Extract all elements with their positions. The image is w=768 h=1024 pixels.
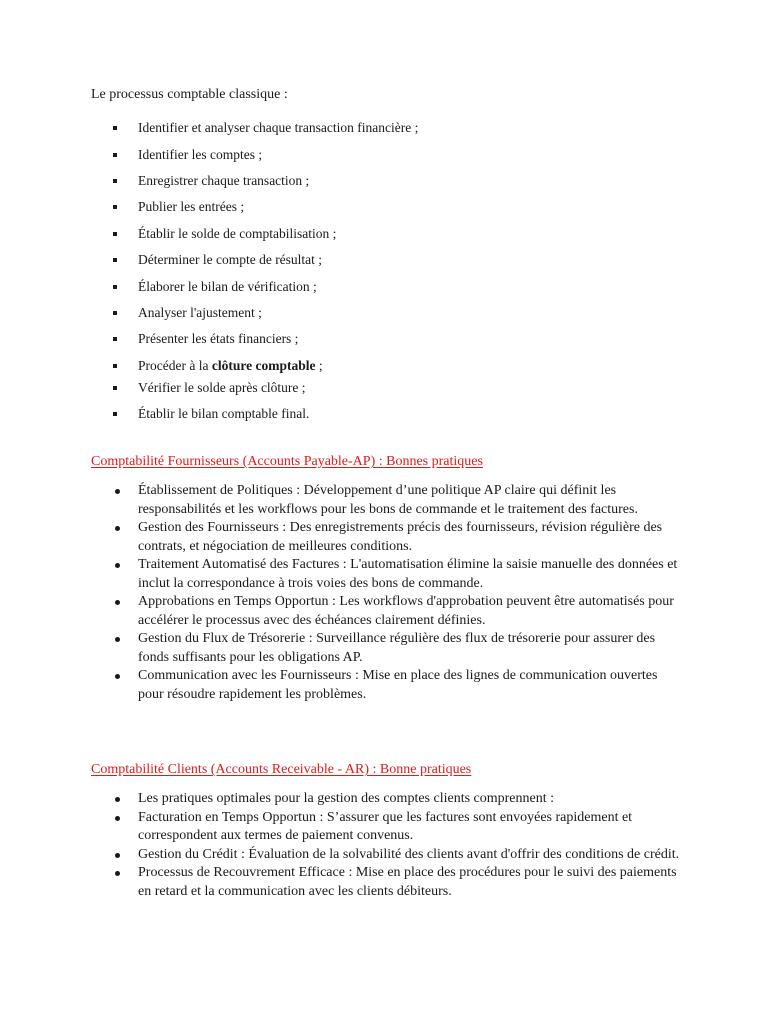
list-item <box>113 630 683 667</box>
list-item-text: Identifier les comptes ; <box>138 147 263 162</box>
list-item-text: Établissement de Politiques : Développement d’une politique AP claire qui définit les responsabilités et les workflows pour les bons de commande et le traitement des factures. <box>138 483 638 517</box>
square-bullet-icon <box>113 386 117 390</box>
list-item <box>113 519 683 556</box>
round-bullet-icon <box>115 816 120 821</box>
list-item <box>113 846 683 865</box>
round-bullet-icon <box>115 489 120 494</box>
list-item-text <box>138 357 323 375</box>
list-item-text: Gestion du Flux de Trésorerie : Surveillance régulière des flux de trésorerie pour assurer des fonds suffisants pour les obligations AP. <box>138 631 656 665</box>
list-item <box>113 809 683 846</box>
intro-paragraph: Le processus comptable classique : <box>91 87 288 102</box>
text-segment: Procéder à la <box>138 358 212 373</box>
square-bullet-icon <box>113 337 117 341</box>
square-bullet-icon <box>113 153 117 157</box>
square-bullet-icon <box>113 412 117 416</box>
list-item-text: Enregistrer chaque transaction ; <box>138 173 310 188</box>
list-item-text: Gestion des Fournisseurs : Des enregistrements précis des fournisseurs, révision régulière des contrats, et négociation de meilleures conditions. <box>138 520 663 554</box>
list-item-text: Établir le bilan comptable final. <box>138 406 310 421</box>
list-item-text: Facturation en Temps Opportun : S’assurer que les factures sont envoyées rapidement et correspondent aux termes de paiement convenus. <box>138 809 633 843</box>
list-item-text: Approbations en Temps Opportun : Les workflows d'approbation peuvent être automatisés pour accélérer le processus avec des échéances clairement définies. <box>138 594 674 628</box>
list-item-text: Les pratiques optimales pour la gestion des comptes clients comprennent : <box>138 791 555 806</box>
square-bullet-icon <box>113 179 117 183</box>
ap-best-practices-list <box>113 482 683 704</box>
square-bullet-icon <box>113 364 117 368</box>
list-item-text: Établir le solde de comptabilisation ; <box>138 226 337 241</box>
square-bullet-icon <box>113 311 117 315</box>
square-bullet-icon <box>113 205 117 209</box>
ap-section-heading: Comptabilité Fournisseurs (Accounts Payable-AP) : Bonnes pratiques <box>91 454 483 469</box>
list-item-text: Processus de Recouvrement Efficace : Mise en place des procédures pour le suivi des paiements en retard et la communication avec les clients débiteurs. <box>138 865 677 899</box>
square-bullet-icon <box>113 285 117 289</box>
list-item-text: Analyser l'ajustement ; <box>138 305 262 320</box>
list-item <box>113 790 683 809</box>
round-bullet-icon <box>115 797 120 802</box>
list-item-text: Déterminer le compte de résultat ; <box>138 252 323 267</box>
round-bullet-icon <box>115 674 120 679</box>
ar-section-heading: Comptabilité Clients (Accounts Receivable - AR) : Bonne pratiques <box>91 762 472 777</box>
round-bullet-icon <box>115 526 120 531</box>
text-segment: ; <box>315 358 323 373</box>
square-bullet-icon <box>113 126 117 130</box>
round-bullet-icon <box>115 563 120 568</box>
list-item-text: Présenter les états financiers ; <box>138 331 299 346</box>
list-item-text: Gestion du Crédit : Évaluation de la solvabilité des clients avant d'offrir des conditions de crédit. <box>138 846 680 862</box>
bold-term: clôture comptable <box>211 358 316 373</box>
list-item-text: Élaborer le bilan de vérification ; <box>138 279 317 294</box>
square-bullet-icon <box>113 258 117 262</box>
list-item-text: Communication avec les Fournisseurs : Mise en place des lignes de communication ouvertes pour résoudre rapidement les problèmes. <box>138 668 658 702</box>
list-item <box>113 556 683 593</box>
list-item <box>113 667 683 704</box>
square-bullet-icon <box>113 232 117 236</box>
list-item-text: Traitement Automatisé des Factures : L'automatisation élimine la saisie manuelle des données et inclut la correspondance à trois voies des bons de commande. <box>138 557 678 591</box>
round-bullet-icon <box>115 853 120 858</box>
round-bullet-icon <box>115 637 120 642</box>
list-item <box>113 864 683 901</box>
list-item-text: Vérifier le solde après clôture ; <box>138 380 306 395</box>
round-bullet-icon <box>115 600 120 605</box>
list-item-text: Identifier et analyser chaque transaction financière ; <box>138 120 419 135</box>
list-item-text: Publier les entrées ; <box>138 199 245 214</box>
round-bullet-icon <box>115 871 120 876</box>
list-item <box>113 482 683 519</box>
list-item <box>113 593 683 630</box>
ar-best-practices-list <box>113 790 683 901</box>
